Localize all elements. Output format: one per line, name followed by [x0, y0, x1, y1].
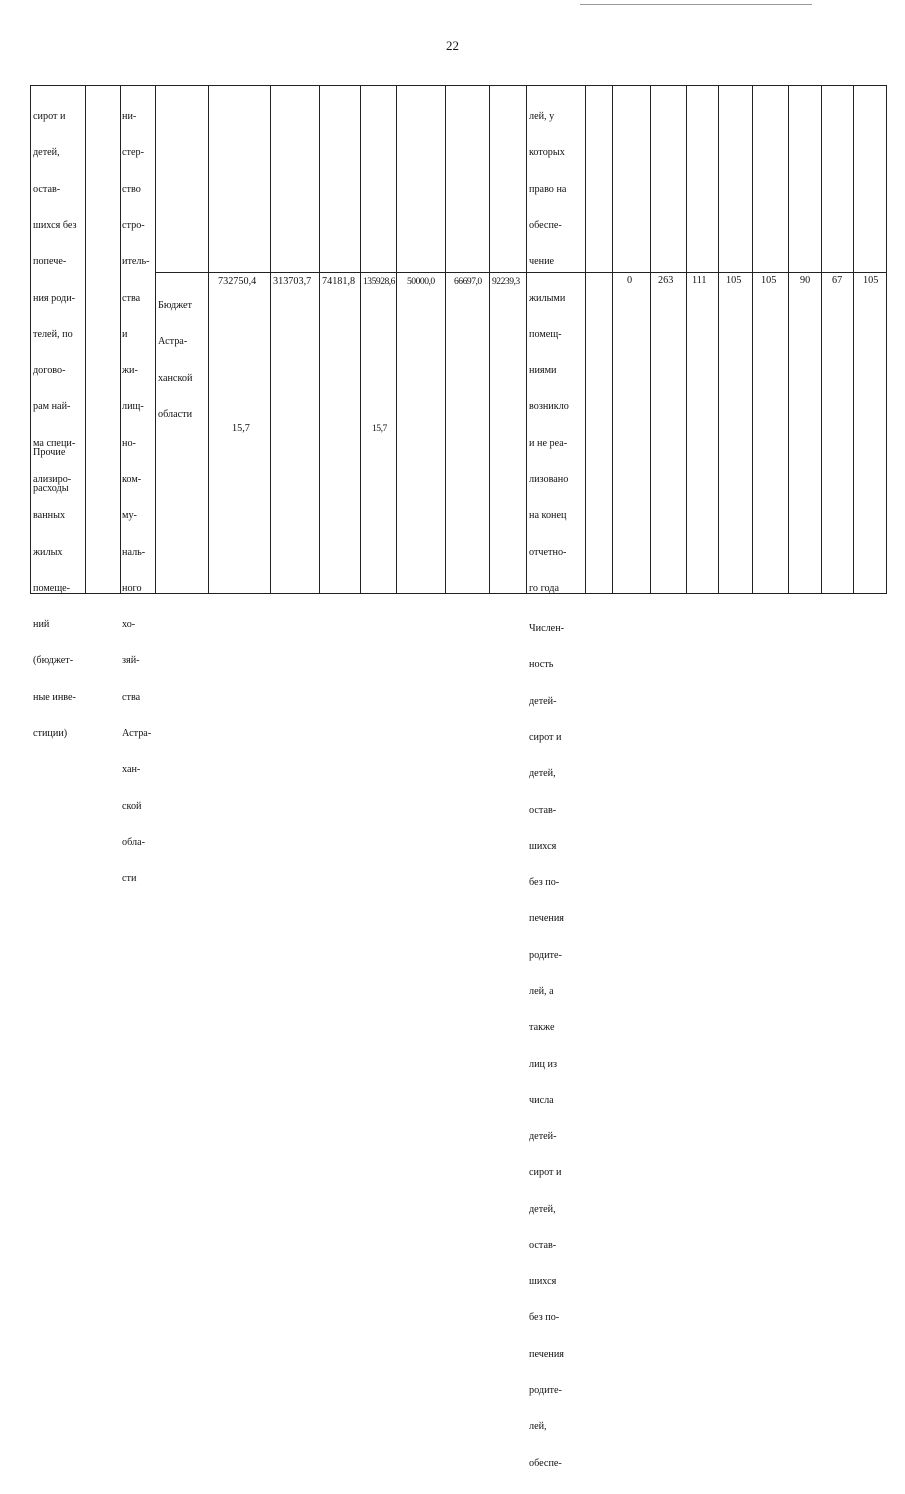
text-line: лиц из	[529, 1058, 558, 1070]
text-line: детей-	[529, 695, 557, 707]
table-col-line	[585, 85, 586, 594]
cell-responsible	[122, 87, 150, 909]
cell-indicator-value: 105	[726, 275, 742, 286]
text-line: жилыми	[529, 292, 566, 304]
cell-year-amount: 50000,0	[407, 276, 435, 287]
cell-total-amount: 732750,4	[218, 276, 257, 287]
text-line: сти	[122, 873, 137, 885]
cell-indicator-value: 90	[800, 275, 811, 286]
text-line: помещ-	[529, 328, 562, 340]
text-line: рам най-	[33, 401, 71, 413]
cell-year-amount: 92239,3	[492, 276, 520, 287]
text-line: обеспе-	[529, 1457, 562, 1469]
table-col-line	[208, 85, 209, 594]
data-table	[30, 85, 887, 1469]
text-line: остав-	[529, 804, 557, 816]
text-line: ность	[529, 659, 554, 671]
text-line: ханской	[158, 372, 193, 384]
text-line: ком-	[122, 474, 142, 485]
text-line: которых	[529, 147, 565, 159]
text-line: детей,	[529, 1203, 556, 1215]
text-line: шихся без	[33, 220, 77, 232]
top-rule-line	[580, 4, 812, 5]
text-line: зяй-	[122, 655, 140, 667]
text-line: лизовано	[529, 474, 569, 485]
text-line: без по-	[529, 877, 560, 889]
text-line: на конец	[529, 510, 567, 522]
text-line: сирот и	[529, 731, 562, 743]
text-line: и	[122, 328, 128, 340]
table-col-line	[788, 85, 789, 594]
text-line: телей, по	[33, 328, 73, 340]
cell-year-amount: 74181,8	[322, 276, 356, 287]
table-col-line	[526, 85, 527, 594]
cell-other-year: 15,7	[372, 423, 387, 434]
text-line: обла-	[122, 836, 146, 848]
table-col-line	[120, 85, 121, 594]
table-col-line	[853, 85, 854, 594]
text-line: хан-	[122, 764, 141, 776]
cell-indicator-value: 111	[692, 275, 707, 286]
table-col-line	[718, 85, 719, 594]
table-col-line	[445, 85, 446, 594]
text-line: (бюджет-	[33, 655, 74, 667]
text-line: лей, у	[529, 111, 555, 123]
text-line: ниями	[529, 365, 557, 377]
text-line: Прочие	[33, 447, 66, 459]
cell-indicator-description	[529, 87, 584, 1494]
table-border-top	[30, 85, 887, 86]
text-line: ализиро-	[33, 474, 72, 485]
text-line: ные инве-	[33, 691, 76, 703]
text-line: стро-	[122, 220, 145, 232]
text-line: му-	[122, 510, 137, 522]
cell-other-expenses-label	[33, 423, 85, 520]
text-line: расходы	[33, 483, 69, 495]
table-col-line	[319, 85, 320, 594]
text-line: обеспе-	[529, 220, 562, 232]
text-line: сирот и	[33, 111, 66, 123]
text-line: отчетно-	[529, 546, 567, 558]
table-col-line	[270, 85, 271, 594]
text-line: ния роди-	[33, 292, 76, 304]
text-line: остав-	[529, 1239, 557, 1251]
cell-year-amount: 313703,7	[273, 276, 312, 287]
text-line: право на	[529, 183, 567, 195]
text-line: ванных	[33, 510, 66, 522]
text-line: итель-	[122, 256, 150, 268]
text-line: помеще-	[33, 582, 71, 594]
table-col-line	[612, 85, 613, 594]
cell-year-amount: 135928,6	[363, 276, 395, 287]
text-line: попече-	[33, 256, 67, 268]
text-line: Астра-	[122, 727, 152, 739]
text-line: детей,	[529, 768, 556, 780]
text-line: жи-	[122, 365, 138, 377]
table-col-line	[686, 85, 687, 594]
table-col-line	[155, 85, 156, 594]
text-line: го года	[529, 582, 559, 594]
text-line: Бюджет	[158, 300, 193, 312]
text-line: наль-	[122, 546, 146, 558]
text-line: ни-	[122, 111, 137, 123]
text-line: ства	[122, 292, 141, 304]
cell-indicator-value: 263	[658, 275, 674, 286]
text-line: Числен-	[529, 623, 565, 635]
cell-indicator-value: 105	[863, 275, 879, 286]
text-line: числа	[529, 1094, 554, 1106]
text-line: лей, а	[529, 985, 554, 997]
text-line: печения	[529, 913, 564, 925]
text-line: ство	[122, 183, 141, 195]
text-line: лищ-	[122, 401, 144, 413]
text-line: возникло	[529, 401, 569, 413]
cell-other-total: 15,7	[232, 423, 250, 434]
cell-year-amount: 66697,0	[454, 276, 482, 287]
text-line: также	[529, 1022, 555, 1034]
cell-indicator-value: 0	[627, 275, 633, 286]
table-col-line	[650, 85, 651, 594]
text-line: шихся	[529, 840, 557, 852]
text-line: чение	[529, 256, 555, 268]
table-col-line	[752, 85, 753, 594]
text-line: лей,	[529, 1421, 547, 1433]
text-line: области	[158, 409, 193, 421]
text-line: ской	[122, 800, 142, 812]
table-col-line	[489, 85, 490, 594]
cell-indicator-value: 67	[832, 275, 843, 286]
text-line: Астра-	[158, 336, 188, 348]
text-line: но-	[122, 437, 136, 449]
page-number: 22	[446, 38, 459, 53]
text-line: жилых	[33, 546, 63, 558]
text-line: стер-	[122, 147, 144, 159]
text-line: ного	[122, 582, 142, 594]
table-row-line	[155, 272, 887, 273]
text-line: шихся	[529, 1276, 557, 1288]
text-line: детей,	[33, 147, 60, 159]
table-border-bottom	[30, 593, 887, 594]
text-line: детей-	[529, 1131, 557, 1143]
text-line: без по-	[529, 1312, 560, 1324]
text-line: сирот и	[529, 1167, 562, 1179]
table-col-line	[821, 85, 822, 594]
text-line: родите-	[529, 949, 562, 961]
cell-funding-source	[158, 276, 208, 445]
text-line: ма специ-	[33, 437, 76, 449]
table-border-right	[886, 85, 887, 594]
table-col-line	[360, 85, 361, 594]
cell-indicator-value: 105	[761, 275, 777, 286]
table-col-line	[396, 85, 397, 594]
text-line: стиции)	[33, 727, 68, 739]
text-line: остав-	[33, 183, 61, 195]
text-line: и не реа-	[529, 437, 568, 449]
text-line: печения	[529, 1348, 564, 1360]
table-border-left	[30, 85, 31, 594]
table-col-line	[85, 85, 86, 594]
text-line: ний	[33, 619, 50, 631]
text-line: догово-	[33, 365, 66, 377]
text-line: родите-	[529, 1385, 562, 1397]
text-line: ства	[122, 691, 141, 703]
text-line: хо-	[122, 619, 136, 631]
